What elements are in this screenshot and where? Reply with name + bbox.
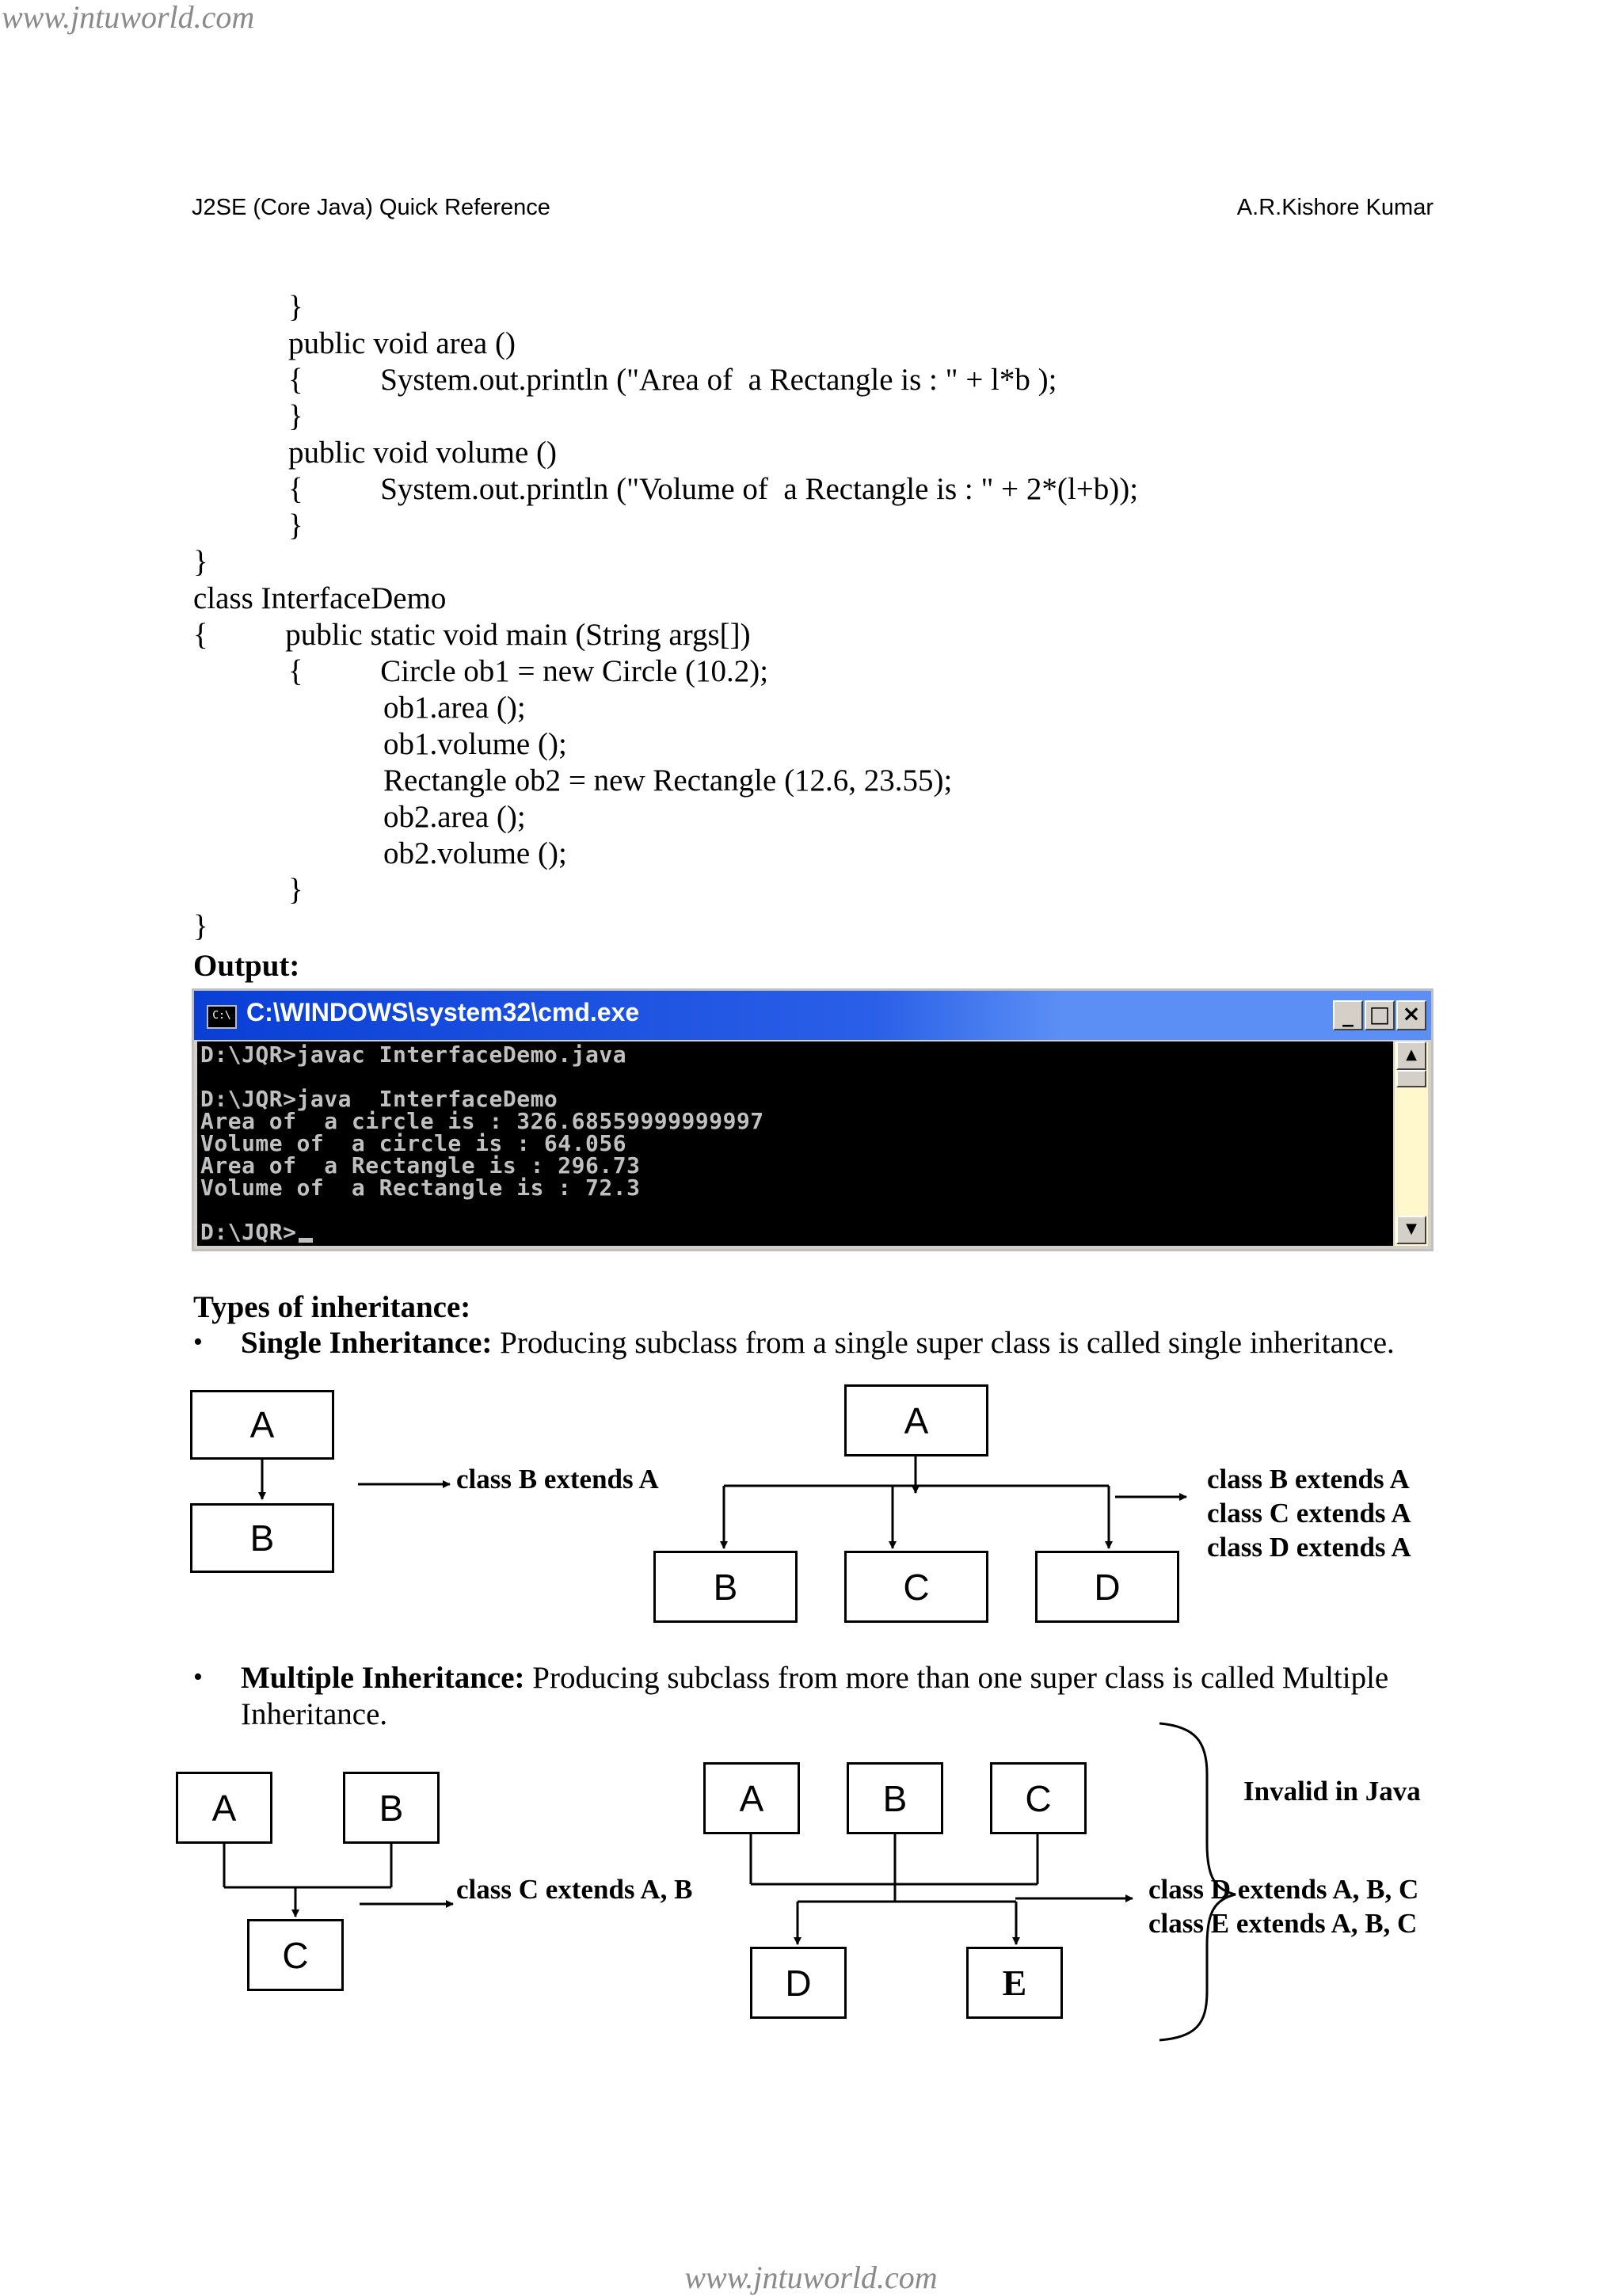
header-title: J2SE (Core Java) Quick Reference	[192, 195, 550, 220]
class-box-a: A	[703, 1762, 800, 1834]
code-line: public void area ()	[288, 326, 516, 360]
minimize-button[interactable]: _	[1333, 1000, 1363, 1030]
class-box-b: B	[190, 1503, 334, 1573]
class-box-a: A	[844, 1384, 988, 1456]
relation-label: class D extends A	[1207, 1532, 1411, 1563]
relation-label: class E extends A, B, C	[1148, 1908, 1418, 1939]
output-label: Output:	[193, 949, 300, 983]
console-line: Volume of a circle is : 64.056	[200, 1130, 627, 1156]
bullet-icon: •	[193, 1662, 203, 1692]
code-line: { public static void main (String args[])	[193, 618, 751, 652]
code-line: { System.out.println ("Area of a Rectangle is : " + l*b );	[288, 363, 1057, 397]
class-box-c: C	[990, 1762, 1087, 1834]
invalid-label: Invalid in Java	[1243, 1776, 1421, 1807]
class-box-b: B	[343, 1772, 440, 1844]
code-line: }	[288, 873, 303, 907]
types-heading: Types of inheritance:	[193, 1290, 471, 1324]
scroll-down-icon[interactable]: ▼	[1396, 1216, 1426, 1244]
code-line: ob1.area ();	[383, 691, 526, 725]
watermark-bottom: www.jntuworld.com	[684, 2260, 938, 2295]
class-box-d: D	[750, 1947, 847, 2019]
code-line: }	[193, 909, 208, 943]
close-button[interactable]: ×	[1396, 1000, 1426, 1030]
code-line: class InterfaceDemo	[193, 581, 447, 615]
code-line: public void volume ()	[288, 436, 558, 470]
class-box-d: D	[1035, 1551, 1179, 1623]
console-line: Area of a Rectangle is : 296.73	[200, 1152, 641, 1178]
bullet-icon: •	[193, 1327, 203, 1357]
single-inheritance-desc: Producing subclass from a single super class is called single inheritance.	[492, 1326, 1395, 1360]
class-box-b: B	[847, 1762, 943, 1834]
console-line: Area of a circle is : 326.68559999999997	[200, 1108, 764, 1134]
watermark-top: www.jntuworld.com	[2, 0, 255, 35]
class-box-b: B	[653, 1551, 798, 1623]
console-prompt-text: D:\JQR>	[200, 1219, 297, 1245]
relation-label: class D extends A, B, C	[1148, 1874, 1419, 1905]
code-line: }	[288, 508, 303, 543]
class-box-c: C	[844, 1551, 988, 1623]
single-inheritance-term: Single Inheritance:	[241, 1326, 493, 1360]
class-box-c: C	[247, 1919, 344, 1991]
multiple-inheritance-desc-cont: Inheritance.	[241, 1697, 388, 1731]
relation-label: class B extends A	[456, 1464, 659, 1494]
relation-label: class B extends A	[1207, 1464, 1410, 1494]
class-box-e: E	[966, 1947, 1063, 2019]
console-icon: C:\	[207, 1005, 237, 1029]
code-line: { System.out.println ("Volume of a Rectangle is : " + 2*(l+b));	[288, 472, 1139, 506]
relation-label: class C extends A	[1207, 1498, 1411, 1529]
multiple-inheritance-term: Multiple Inheritance:	[241, 1661, 525, 1695]
class-box-a: A	[190, 1390, 334, 1460]
header-author: A.R.Kishore Kumar	[1236, 195, 1434, 220]
multiple-inheritance-text	[241, 1660, 1388, 1696]
code-line: Rectangle ob2 = new Rectangle (12.6, 23.55);	[383, 763, 953, 798]
console-title: C:\WINDOWS\system32\cmd.exe	[246, 998, 640, 1026]
console-line: Volume of a Rectangle is : 72.3	[200, 1175, 641, 1201]
multiple-inheritance-desc: Producing subclass from more than one super class is called Multiple	[524, 1661, 1389, 1695]
class-box-a: A	[176, 1772, 272, 1844]
console-line: D:\JQR>java InterfaceDemo	[200, 1086, 558, 1112]
code-line: ob2.volume ();	[383, 836, 567, 870]
code-line: }	[193, 545, 208, 579]
code-line: ob1.volume ();	[383, 727, 567, 761]
code-line: { Circle ob1 = new Circle (10.2);	[288, 654, 769, 688]
code-line: }	[288, 399, 303, 433]
code-line: ob2.area ();	[383, 800, 526, 834]
scroll-up-icon[interactable]: ▲	[1396, 1041, 1426, 1070]
relation-label: class C extends A, B	[456, 1874, 693, 1905]
console-line: D:\JQR>javac InterfaceDemo.java	[200, 1041, 627, 1068]
maximize-button[interactable]: □	[1365, 1000, 1395, 1030]
code-line: }	[288, 290, 303, 324]
